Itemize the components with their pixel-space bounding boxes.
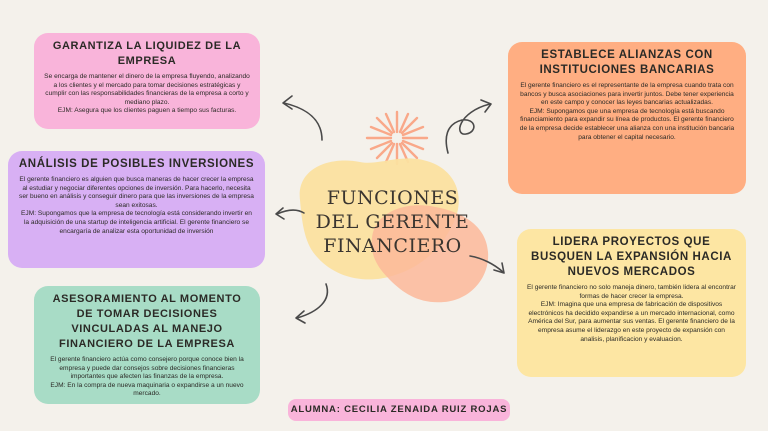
card-liquidez-heading: GARANTIZA LA LIQUIDEZ DE LA EMPRESA [52, 40, 242, 67]
card-expansion [517, 229, 746, 377]
card-inversiones-heading: ANÁLISIS DE POSIBLES INVERSIONES [18, 158, 255, 170]
card-alianzas-heading: ESTABLECE ALIANZAS CON INSTITUCIONES BANCARIAS [539, 49, 715, 76]
card-alianzas-body: El gerente financiero es el representante de la empresa cuando trata con bancos y busca asociaciones para invertir juntos. Debe tener experiencia en este campo y conocer las leyes bancarias actualizadas. EJM: Supongamos que una empresa de tecnología está buscando financiamiento para expandir su línea de productos. El gerente financiero de la empresa decide establecer una alianza con una institución bancaria para obtener el capital necesario. [519, 82, 735, 141]
card-asesoramiento-heading: ASESORAMIENTO AL MOMENTO DE TOMAR DECISIONES VINCULADAS AL MANEJO FINANCIERO DE LA EMPRESA [52, 293, 242, 350]
card-inversiones [8, 151, 265, 268]
arrow-to-alianzas [446, 104, 490, 153]
sunburst-icon [367, 112, 427, 164]
author-label: ALUMNA: CECILIA ZENAIDA RUIZ ROJAS [288, 399, 510, 421]
arrow-head-liquidez [283, 96, 292, 109]
card-liquidez-body: Se encarga de mantener el dinero de la empresa fluyendo, analizando a los clientes y el mercado para tomar decisiones estratégicas y cumplir con las responsabilidades financieras de la empresa a corto y mediano plazo. EJM: Asegura que los clientes paguen a tiempo sus facturas. [44, 73, 250, 115]
card-inversiones-body: El gerente financiero es alguien que busca maneras de hacer crecer la empresa al estudiar y negociar diferentes opciones de inversión. Para hacerlo, necesita ser bueno en análisis y conseguir dinero para que las inversiones de la empresa sean exitosas. EJM: Supongamos que la empresa de tecnología está considerando invertir en la adquisición de una startup de inteligencia artificial. El gerente financiero se encargaría de analizar esta oportunidad de inversión [19, 176, 254, 235]
card-expansion-heading: LIDERA PROYECTOS QUE BUSQUEN LA EXPANSIÓN HACIA NUEVOS MERCADOS [531, 236, 732, 278]
central-title: FUNCIONES DEL GERENTE FINANCIERO [315, 187, 470, 257]
card-expansion-body: El gerente financiero no solo maneja dinero, también lidera al encontrar formas de hacer crecer la empresa. EJM: Imagina que una empresa de fabricación de dispositivos electrónicos ha decidido expandirse a un mercado internacional, como América del Sur, para aumentar sus ventas. El gerente financiero de la empresa asume el liderazgo en este proyecto de expansión con analisis, planificacion y evaluacion. [527, 284, 736, 343]
card-liquidez [34, 33, 260, 129]
card-asesoramiento-body: El gerente financiero actúa como consejero porque conoce bien la empresa y puede dar consejos sobre decisiones financieras importantes que afecten las finanzas de la empresa. EJM: En la compra de nueva maquinaria o expandirse a un nuevo mercado. [50, 356, 244, 398]
card-alianzas [508, 42, 746, 194]
arrow-to-liquidez [284, 103, 322, 140]
card-asesoramiento [34, 286, 260, 404]
